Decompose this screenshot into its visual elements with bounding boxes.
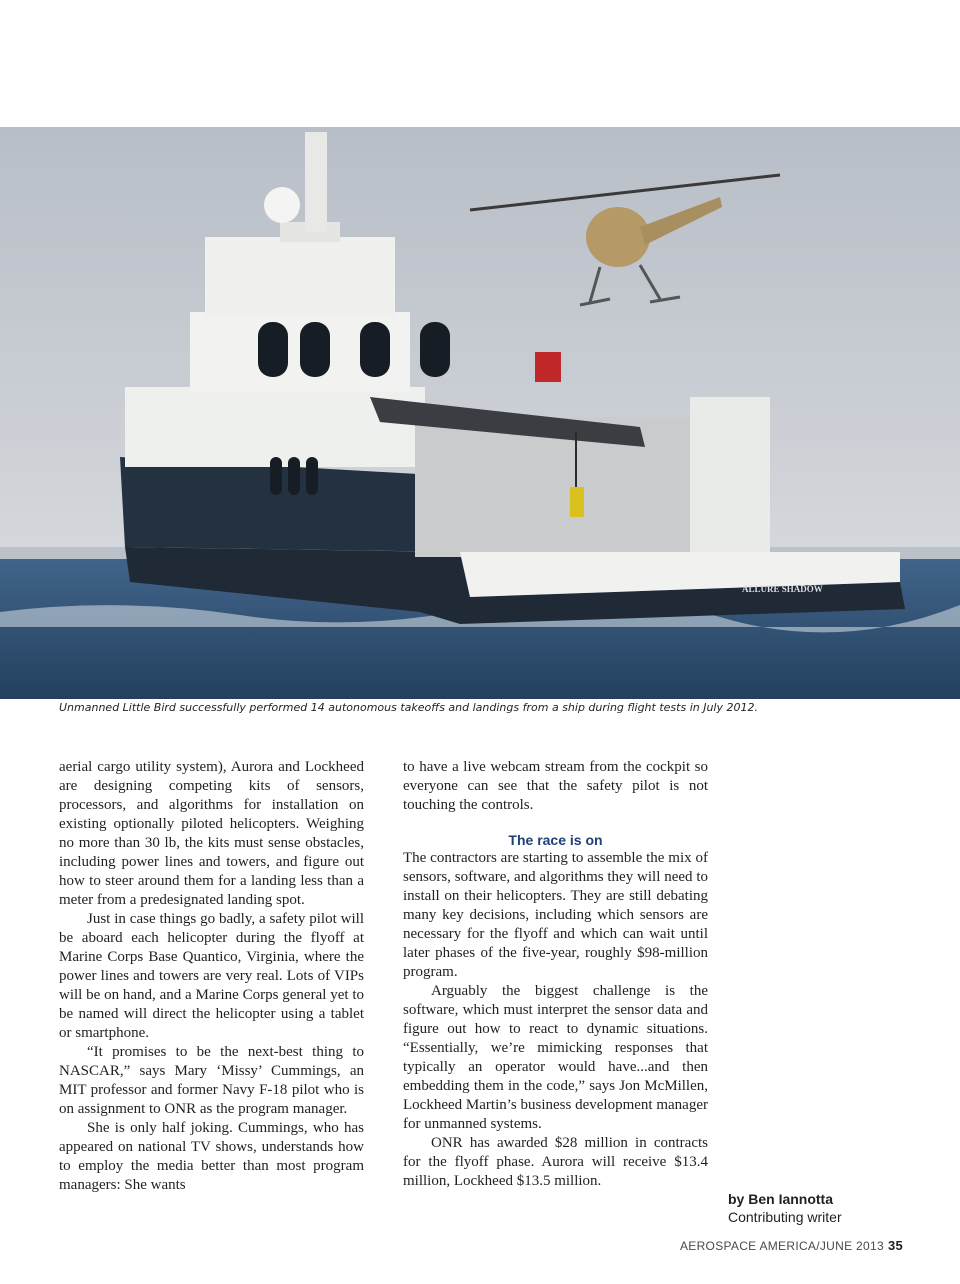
publication-name: AEROSPACE AMERICA/JUNE 2013	[679, 1239, 884, 1253]
paragraph: Arguably the biggest challenge is the software, which must interpret the sensor data and figure out how to react to dynamic situations. “Essentially, we’re mimicking responses that typically an operator would have...and then embedding them in the code,” says Jon McMillen, Lockheed Martin’s business development manager for unmanned systems.	[403, 983, 708, 1132]
author-name: by Ben Iannotta	[728, 1191, 834, 1207]
article-right-column	[403, 758, 708, 1191]
paragraph: Just in case things go badly, a safety pilot will be aboard each helicopter during the flyoff at Marine Corps Base Quantico, Virginia, where the power lines and towers are very real. Lots of VIPs will be on hand, and a Marine Corps general yet to be named will direct the helicopter using a tablet or smartphone.	[59, 911, 364, 1041]
photo-illustration	[0, 127, 960, 699]
paragraph: aerial cargo utility system), Aurora and Lockheed are designing competing kits of sensors, processors, and algorithms for installation on existing optionally piloted helicopters. Weighing no more than 30 lb, the kits must sense obstacles, including power lines and towers, and figure out how to steer around them for a landing less than a meter from a predesignated landing spot.	[59, 759, 364, 908]
ship-helicopter-photo	[0, 127, 960, 699]
paragraph: to have a live webcam stream from the cockpit so everyone can see that the safety pilot is not touching the controls.	[403, 759, 708, 813]
paragraph: ONR has awarded $28 million in contracts for the flyoff phase. Aurora will receive $13.4 million, Lockheed $13.5 million.	[403, 1135, 708, 1189]
paragraph: “It promises to be the next-best thing to NASCAR,” says Mary ‘Missy’ Cummings, an MIT professor and former Navy F-18 pilot who is on assignment to ONR as the program manager.	[59, 1044, 364, 1117]
author-role: Contributing writer	[728, 1209, 842, 1225]
byline	[728, 1190, 928, 1226]
paragraph: She is only half joking. Cummings, who has appeared on national TV shows, understands how to employ the media better than most program managers: She wants	[59, 1120, 364, 1193]
page-number: 35	[887, 1238, 903, 1253]
page-footer	[680, 1238, 903, 1253]
figure-caption: Unmanned Little Bird successfully performed 14 autonomous takeoffs and landings from a ship during flight tests in July 2012.	[59, 701, 758, 714]
hull-lettering: ALLURE SHADOW	[742, 584, 823, 594]
section-subhead: The race is on	[508, 832, 603, 848]
article-left-column	[59, 758, 364, 1195]
paragraph: The contractors are starting to assemble the mix of sensors, software, and algorithms they will need to install on their helicopters. They are still debating many key decisions, including which sensors are necessary for the flyoff and which can wait until later phases of the five-year, roughly $98-million program.	[403, 850, 708, 980]
